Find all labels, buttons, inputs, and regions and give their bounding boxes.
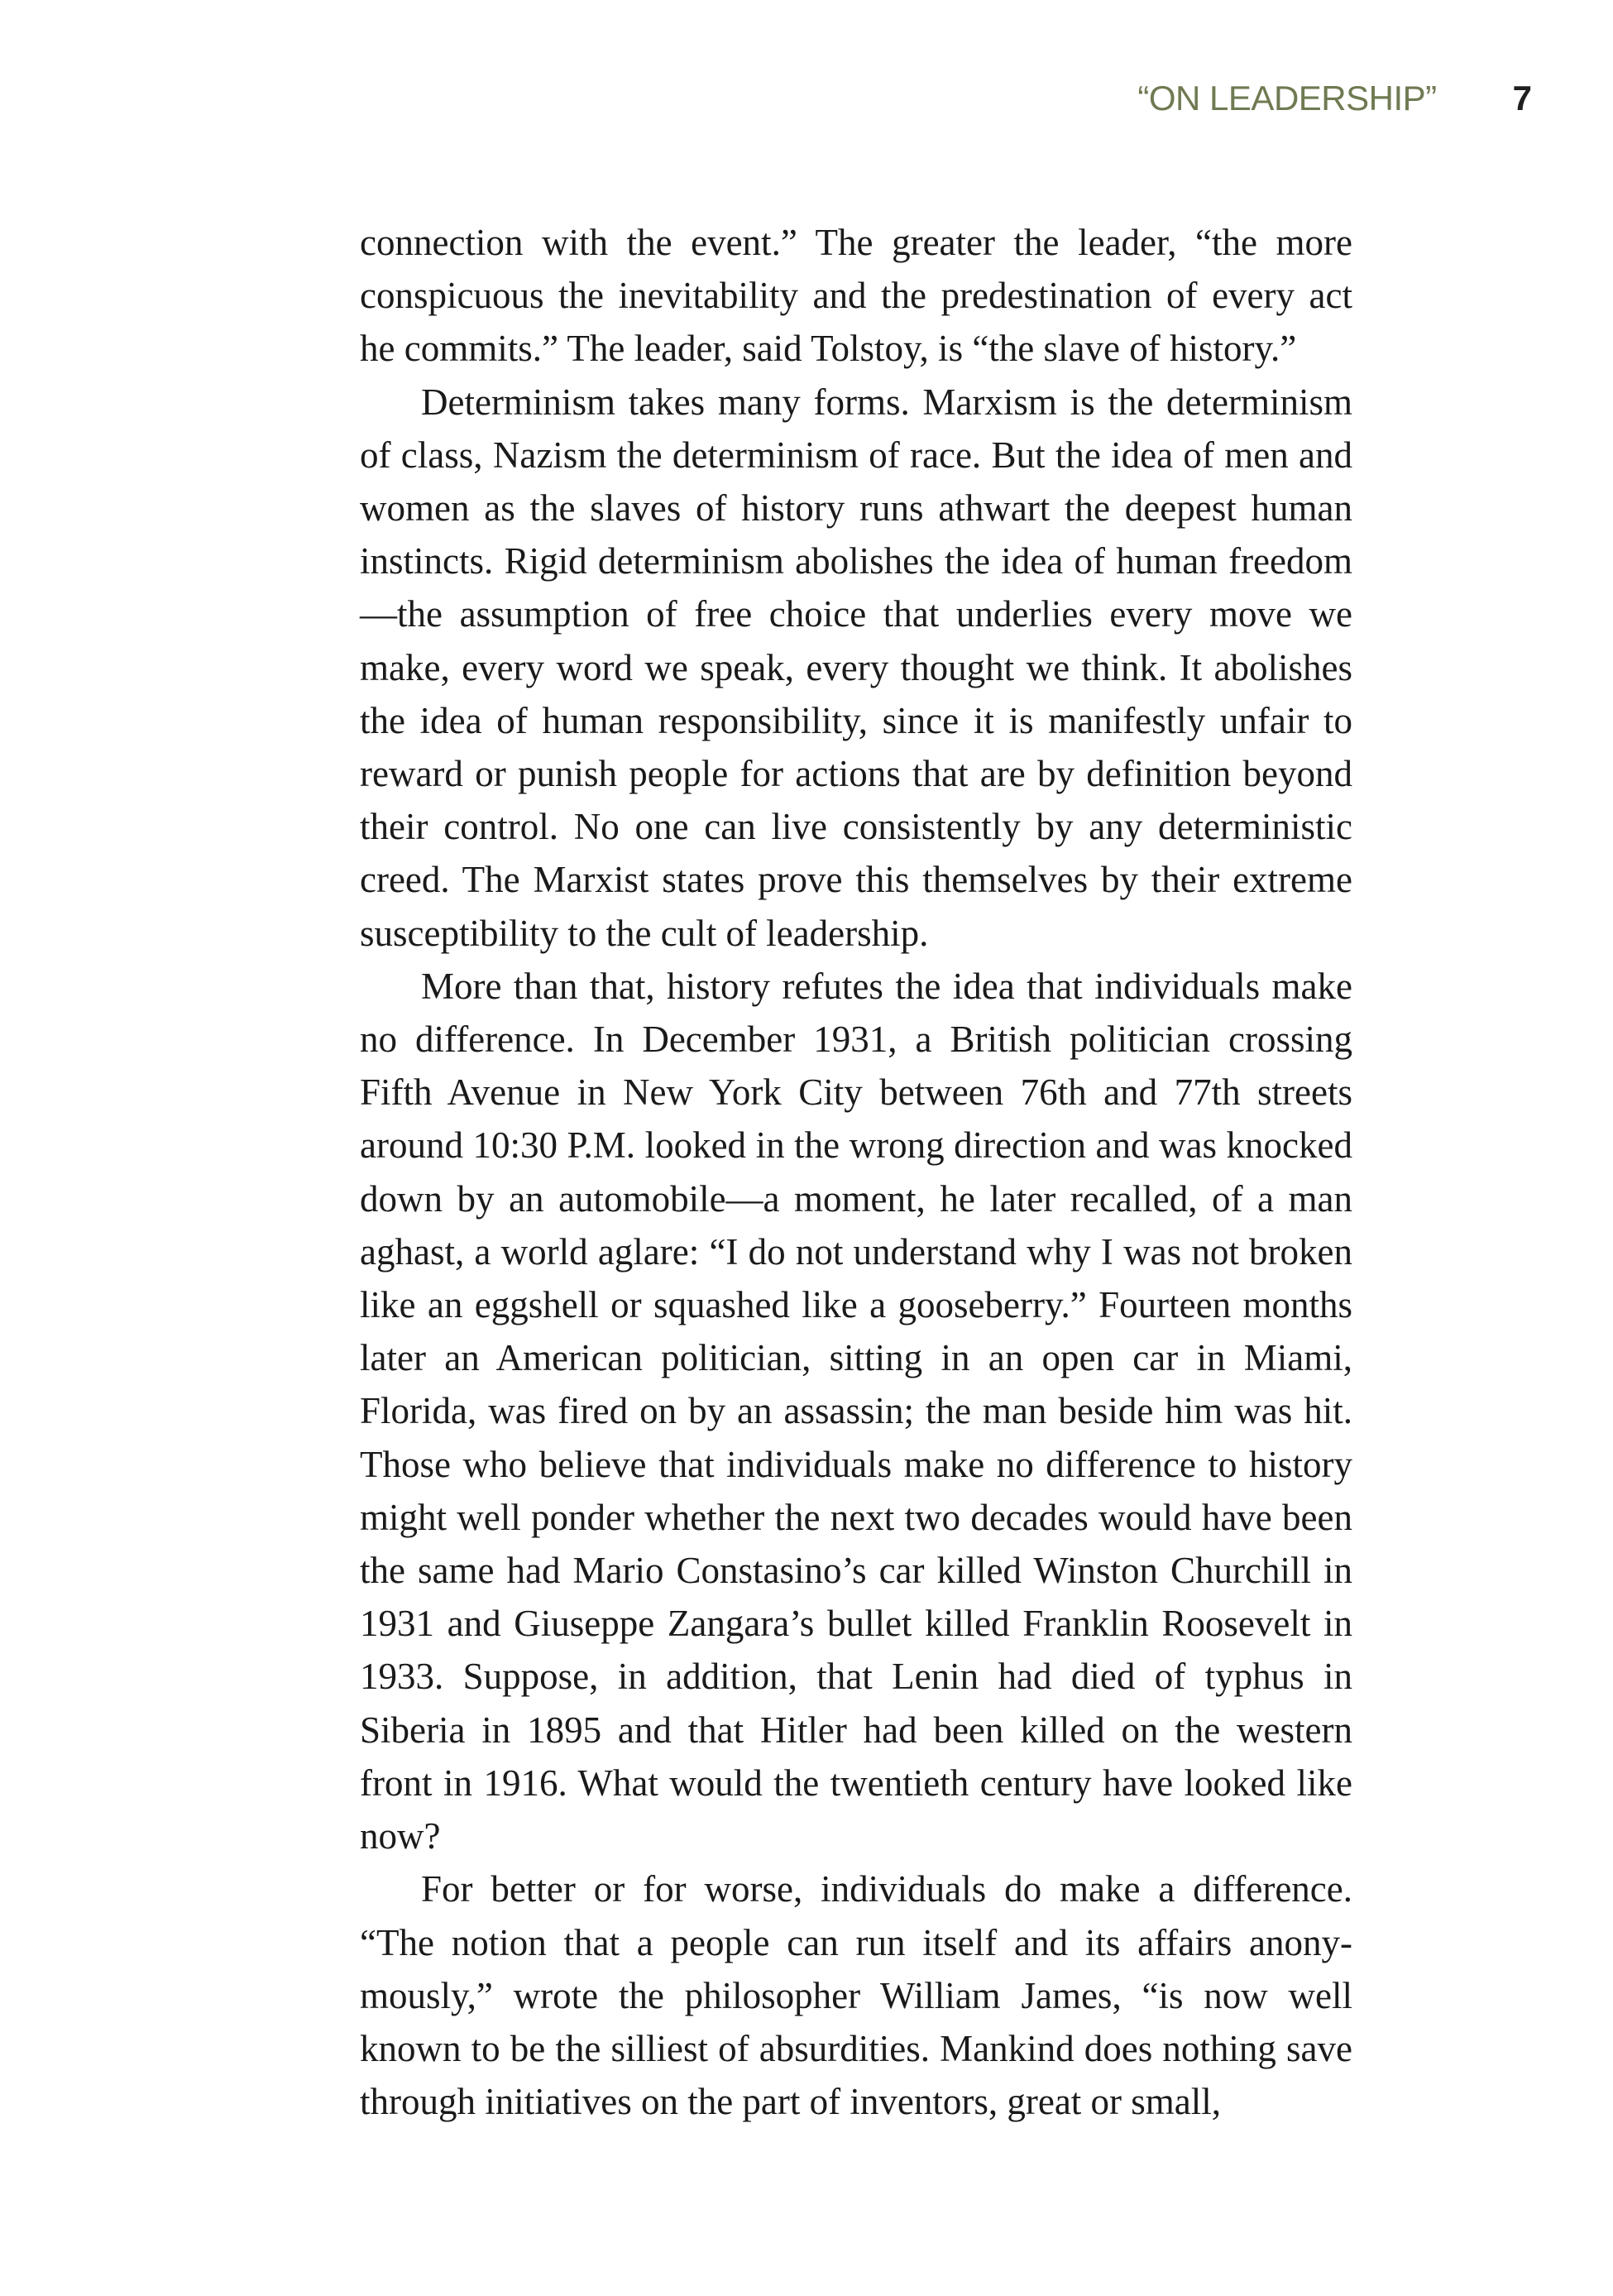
page-number: 7 — [1512, 79, 1532, 117]
body-text — [360, 216, 1352, 2128]
running-head — [1137, 81, 1532, 116]
paragraph-3: More than that, history refutes the idea that individuals make no difference. In December 1931, a British politician crossing Fifth Avenue in New York City between 76th and 77th streets around 10:30 P.M. looked in the wrong direction and was knocked down by an automobile—a moment, he later recalled, of a man aghast, a world aglare: “I do not understand why I was not broken like an eggshell or squashed like a gooseberry.” Fourteen months later an American politician, sitting in an open car in Miami, Florida, was fired on by an assassin; the man beside him was hit. Those who believe that individuals make no difference to history might well ponder whether the next two decades would have been the same had Mario Constasino’s car killed Winston Churchill in 1931 and Giuseppe Zangara’s bullet killed Franklin Roosevelt in 1933. Suppose, in addition, that Lenin had died of typhus in Siberia in 1895 and that Hitler had been killed on the western front in 1916. What would the twentieth century have looked like now? — [360, 965, 1352, 1857]
paragraph-2: Determinism takes many forms. Marxism is the determinism of class, Nazism the determinism of race. But the idea of men and women as the slaves of history runs athwart the deepest human instincts. Rigid determinism abolishes the idea of human freedom—the assumption of free choice that underlies every move we make, every word we speak, every thought we think. It abolishes the idea of human responsibility, since it is manifestly unfair to reward or punish people for actions that are by definition beyond their control. No one can live consistently by any deterministic creed. The Marxist states prove this themselves by their extreme susceptibility to the cult of leadership. — [360, 381, 1352, 954]
chapter-title: “ON LEADERSHIP” — [1137, 79, 1437, 117]
paragraph-1: connection with the event.” The greater the leader, “the more conspicuous the inevitability and the predestination of every act he commits.” The leader, said Tolstoy, is “the slave of history.” — [360, 222, 1352, 370]
paragraph-4: For better or for worse, individuals do make a difference. “The notion that a people can run itself and its affairs anonymously,” wrote the philosopher William James, “is now well known to be the silliest of absurdities. Mankind does nothing save through initiatives on the part of inventors, great or small, — [360, 1868, 1352, 2123]
